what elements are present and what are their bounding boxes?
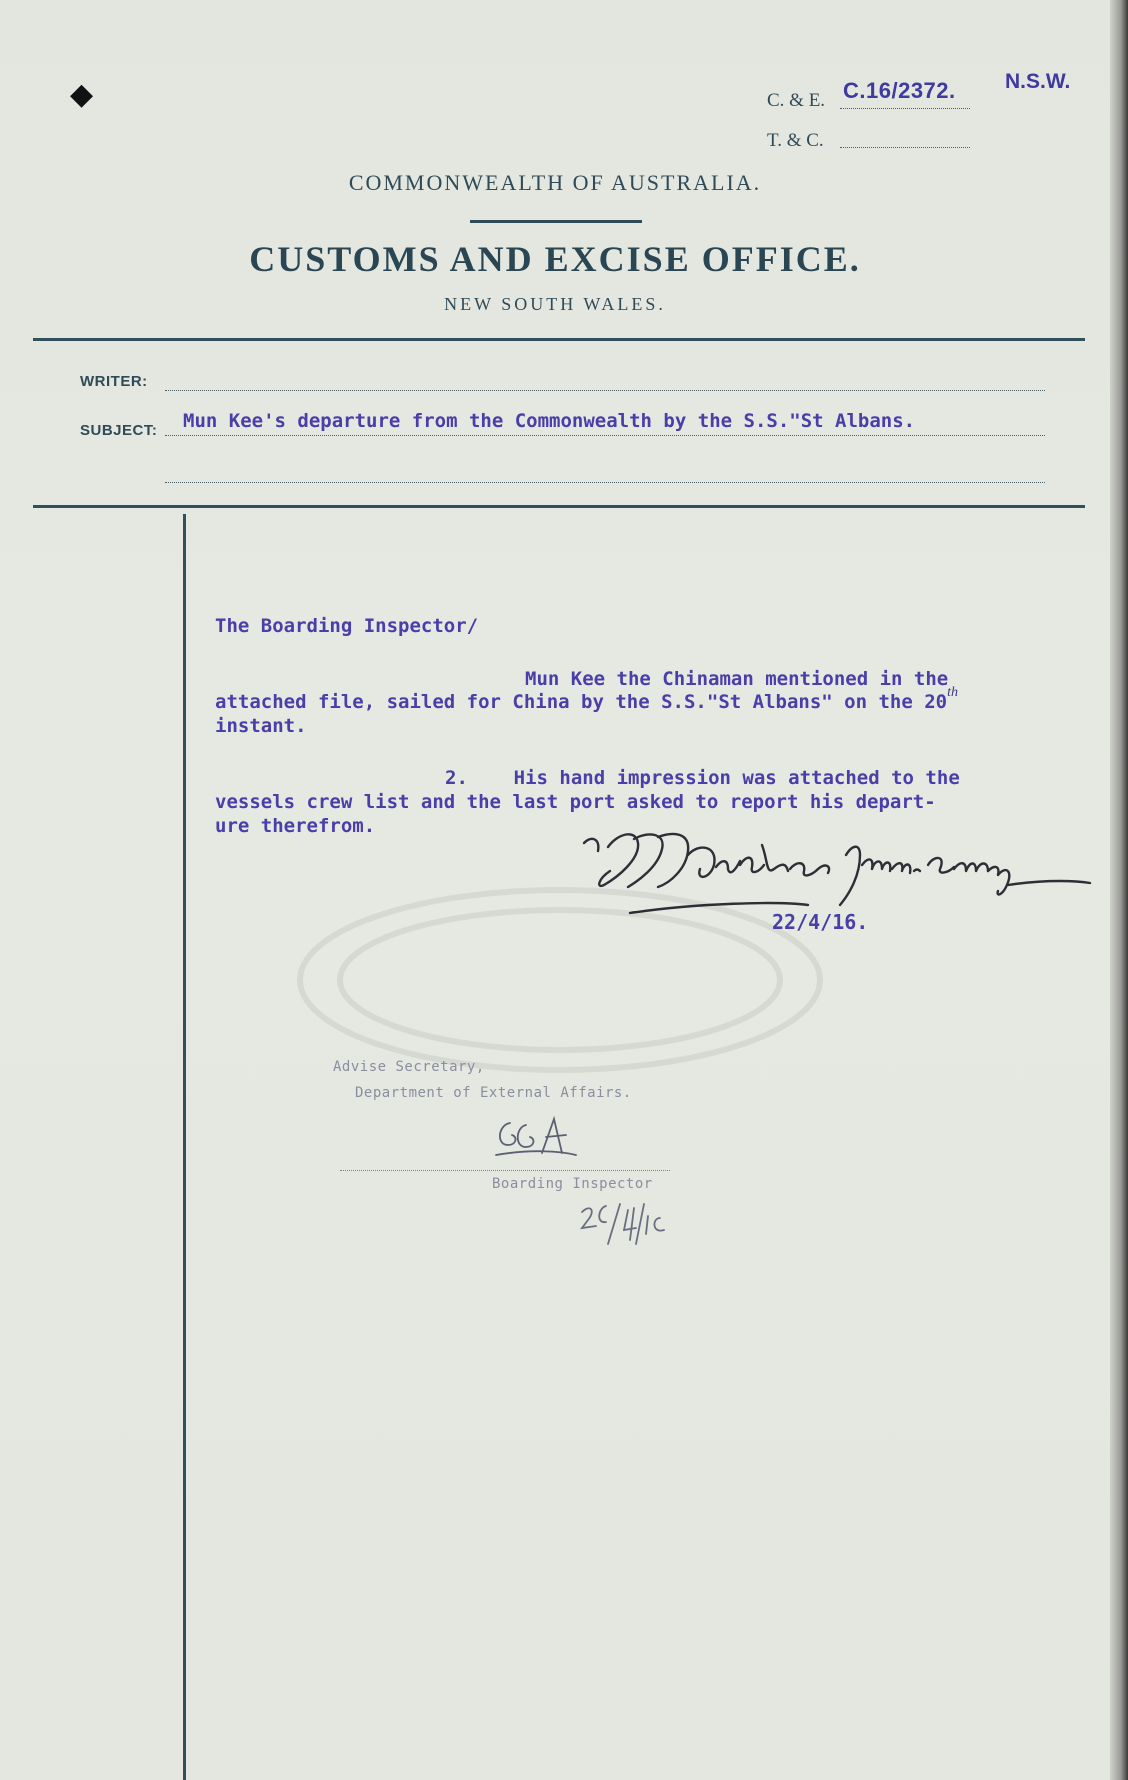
stamp-line-1: Advise Secretary,: [333, 1059, 485, 1075]
paragraph-1-line-1: Mun Kee the Chinaman mentioned in the: [525, 668, 949, 690]
stamp-initials-signature: [490, 1115, 580, 1170]
writer-label: WRITER:: [80, 373, 148, 390]
ce-label: C. & E.: [767, 90, 826, 111]
punch-hole-mark: ◆: [70, 78, 94, 111]
stamp-signature-line: [340, 1170, 670, 1171]
ce-reference-number: C.16/2372.: [843, 78, 956, 103]
paragraph-2-line-2: vessels crew list and the last port asked to report his depart-: [215, 791, 936, 813]
subject-dotted-line: [165, 435, 1045, 436]
stamp-role: Boarding Inspector: [492, 1176, 653, 1192]
tc-label: T. & C.: [767, 130, 824, 151]
stamp-line-2: Department of External Affairs.: [355, 1085, 632, 1101]
page-edge-shadow: [1110, 0, 1128, 1780]
ce-dotted-line: [840, 108, 970, 109]
subject-text: Mun Kee's departure from the Commonwealth by the S.S."St Albans.: [183, 410, 916, 432]
embossed-seal-watermark: [280, 880, 840, 1080]
writer-dotted-line: [165, 390, 1045, 391]
region-heading: NEW SOUTH WALES.: [444, 294, 666, 314]
office-heading: CUSTOMS AND EXCISE OFFICE.: [249, 239, 861, 279]
signature-date: 22/4/16.: [772, 910, 869, 934]
header-rule: [33, 338, 1085, 341]
paragraph-1-line-3: instant.: [215, 715, 307, 737]
tc-dotted-line: [840, 147, 970, 148]
paragraph-2-line-3: ure therefrom.: [215, 815, 376, 837]
ordinal-superscript: th: [947, 685, 958, 700]
subject-label: SUBJECT:: [80, 422, 158, 439]
margin-rule: [183, 514, 186, 1780]
paragraph-1-line-2: attached file, sailed for China by the S.S."St Albans" on the 20th: [215, 685, 958, 713]
addressee: The Boarding Inspector/: [215, 615, 479, 637]
commonwealth-heading: COMMONWEALTH OF AUSTRALIA.: [348, 170, 762, 195]
fields-rule: [33, 505, 1085, 508]
subject-dotted-line-2: [165, 482, 1045, 483]
stamp-handwritten-date: [578, 1200, 668, 1250]
state-code: N.S.W.: [1005, 70, 1071, 93]
title-divider: [470, 220, 642, 223]
paragraph-2-line-1: 2. His hand impression was attached to the: [445, 767, 960, 789]
